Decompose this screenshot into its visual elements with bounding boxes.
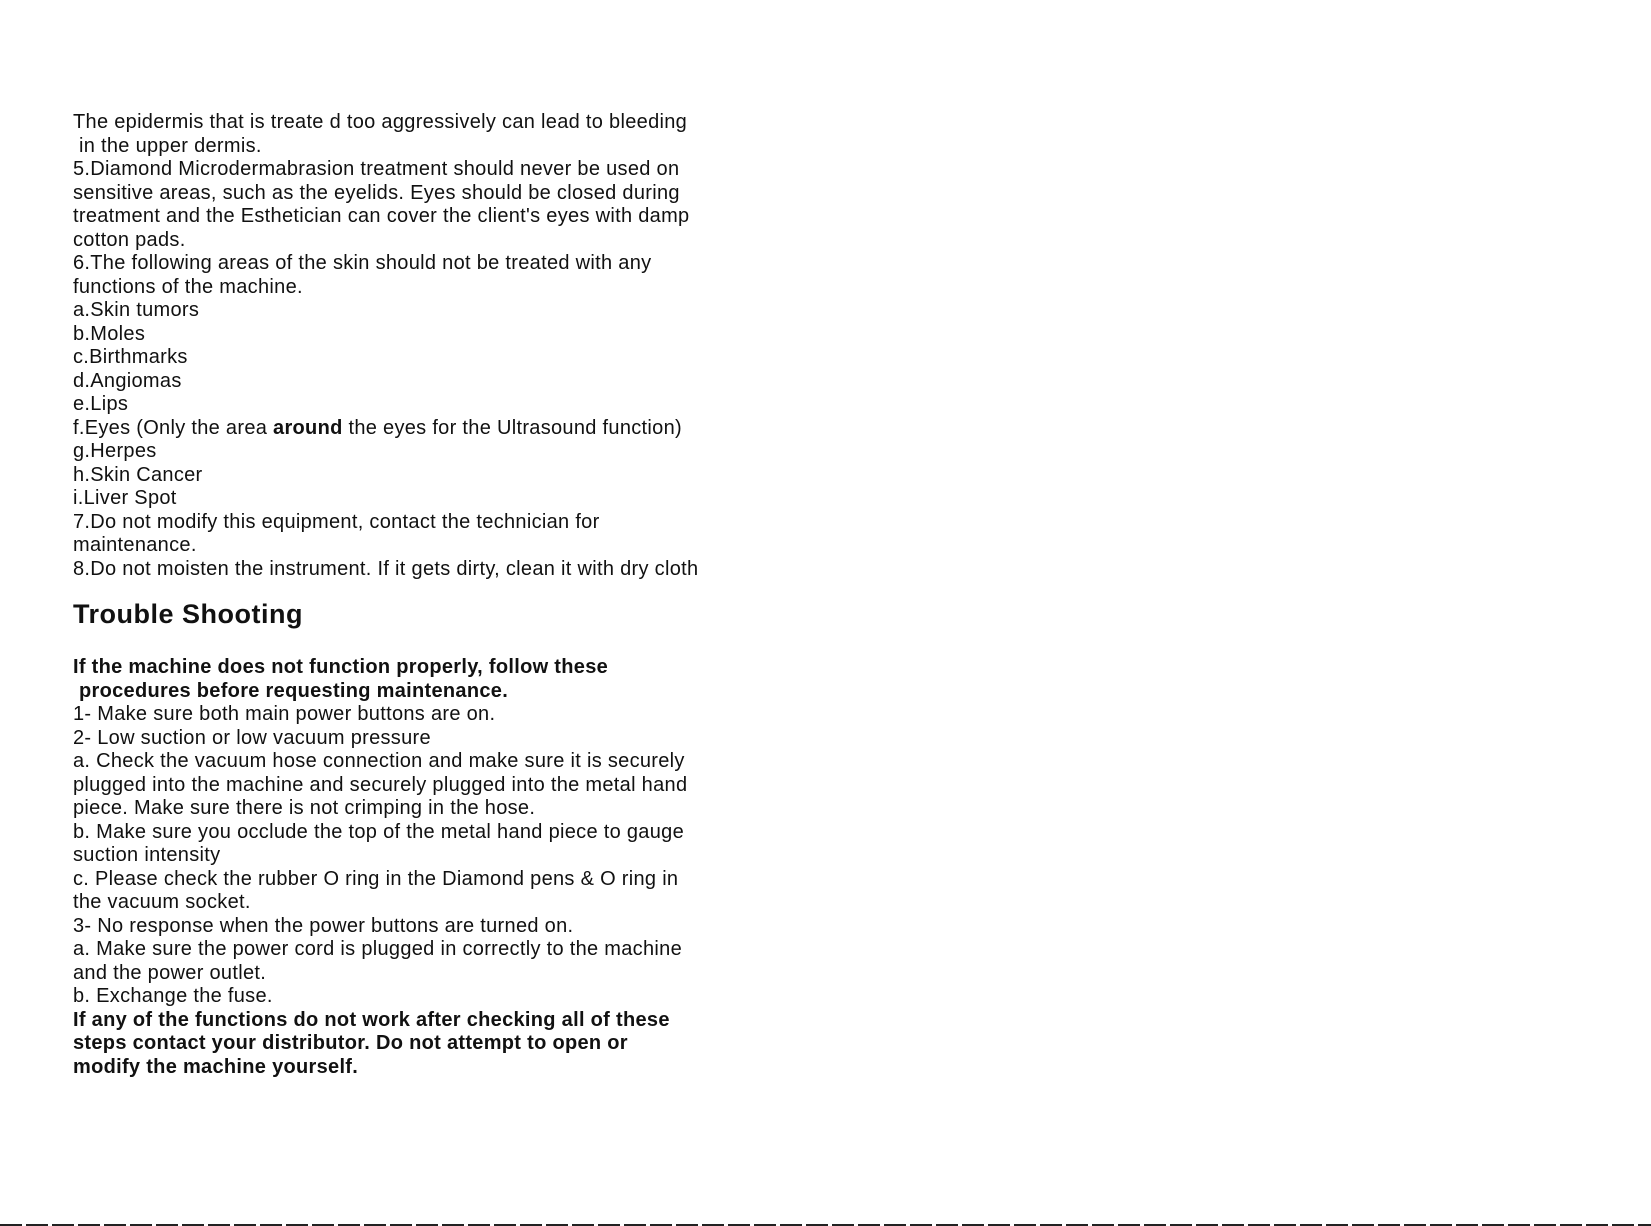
eyes-text-emphasis: around <box>273 416 343 439</box>
closing-line: If any of the functions do not work after checking all of these <box>73 1008 670 1031</box>
step-line: c. Please check the rubber O ring in the Diamond pens & O ring in <box>73 867 679 890</box>
text-line: 8.Do not moisten the instrument. If it gets dirty, clean it with dry cloth <box>73 557 699 580</box>
closing-line: steps contact your distributor. Do not attempt to open or <box>73 1032 628 1054</box>
text-line: maintenance. <box>73 534 197 556</box>
text-line: treatment and the Esthetician can cover the client's eyes with damp <box>73 205 690 227</box>
text-line: 5.Diamond Microdermabrasion treatment should never be used on <box>73 158 680 180</box>
step-line: suction intensity <box>73 844 221 866</box>
text-line: sensitive areas, such as the eyelids. Eyes should be closed during <box>73 181 680 204</box>
list-item: c.Birthmarks <box>73 346 188 368</box>
manual-page <box>73 111 793 1079</box>
step-line: b. Exchange the fuse. <box>73 985 273 1007</box>
text-line: 6.The following areas of the skin should not be treated with any <box>73 252 652 274</box>
step-line: b. Make sure you occlude the top of the metal hand piece to gauge <box>73 820 685 843</box>
step-line: a. Make sure the power cord is plugged in correctly to the machine <box>73 938 682 960</box>
list-item: e.Lips <box>73 393 129 415</box>
step-line: 3- No response when the power buttons are turned on. <box>73 914 574 937</box>
step-line: a. Check the vacuum hose connection and make sure it is securely <box>73 750 685 772</box>
eyes-text-before: f.Eyes (Only the area <box>73 416 274 439</box>
text-line: functions of the machine. <box>73 275 303 298</box>
step-line: 1- Make sure both main power buttons are on. <box>73 703 496 725</box>
list-item: d.Angiomas <box>73 369 182 392</box>
list-item: b.Moles <box>73 322 146 345</box>
list-item: a.Skin tumors <box>73 299 200 321</box>
eyes-text-after: the eyes for the Ultrasound function) <box>342 416 682 439</box>
text-line: in the upper dermis. <box>79 134 262 157</box>
step-line: and the power outlet. <box>73 961 267 984</box>
list-item: i.Liver Spot <box>73 487 177 509</box>
intro-line: procedures before requesting maintenance. <box>79 679 509 702</box>
troubleshooting-section <box>73 656 793 1079</box>
list-item: h.Skin Cancer <box>73 463 203 486</box>
list-item: g.Herpes <box>73 440 157 462</box>
step-line: piece. Make sure there is not crimping in the hose. <box>73 797 536 819</box>
text-line: cotton pads. <box>73 228 186 251</box>
step-line: the vacuum socket. <box>73 891 251 913</box>
safety-section <box>73 111 793 581</box>
list-item-eyes <box>73 417 793 441</box>
step-line: 2- Low suction or low vacuum pressure <box>73 726 431 749</box>
step-line: plugged into the machine and securely plugged into the metal hand <box>73 773 688 796</box>
intro-line: If the machine does not function properly, follow these <box>73 656 609 678</box>
closing-line: modify the machine yourself. <box>73 1055 359 1078</box>
text-line: 7.Do not modify this equipment, contact the technician for <box>73 510 600 533</box>
troubleshooting-heading: Trouble Shooting <box>73 599 303 629</box>
text-line: The epidermis that is treate d too aggressively can lead to bleeding <box>73 111 688 133</box>
